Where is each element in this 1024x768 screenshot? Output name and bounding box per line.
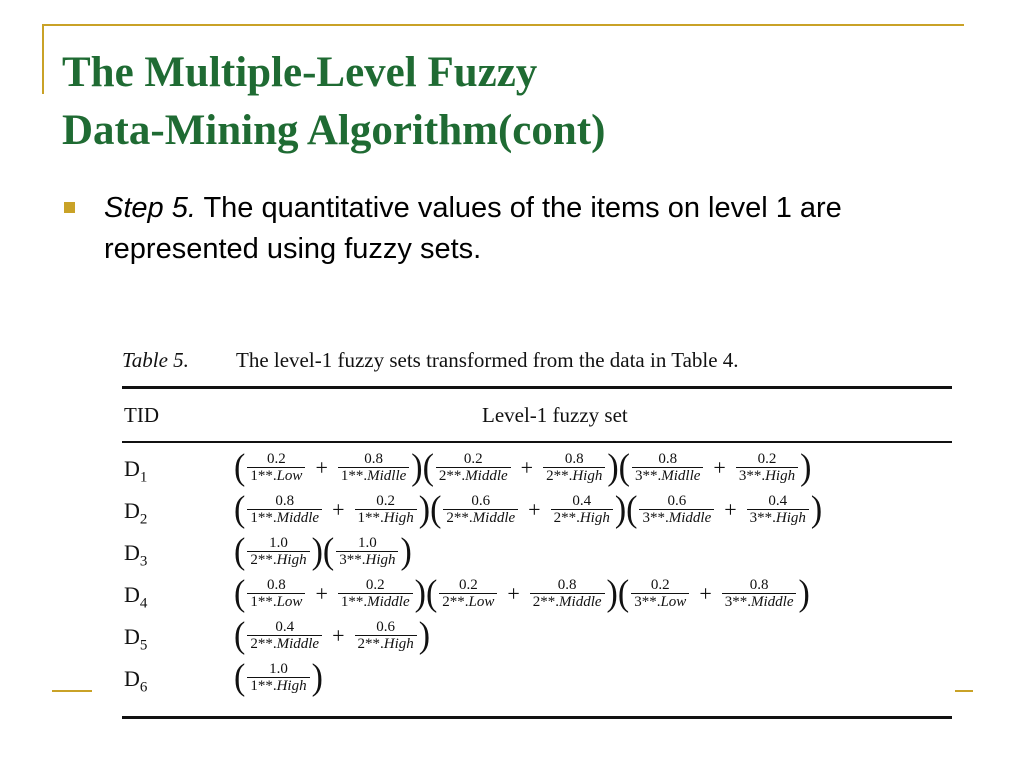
item-term [722,593,797,611]
plus-sign: + [724,497,737,522]
bullet-text [104,188,964,270]
item-code: 1**. [250,594,277,610]
item-term [436,467,511,485]
membership-value: 0.8 [267,577,286,593]
open-paren: ( [234,489,246,530]
table-bottom-rule [122,716,952,719]
membership-value: 0.2 [458,577,478,593]
open-paren: ( [617,573,630,614]
slide-title [62,44,962,160]
linguistic-term: Low [468,594,495,610]
item-term [247,551,309,569]
fuzzy-term [443,493,518,527]
linguistic-term: Midlle [367,468,407,484]
open-paren: ( [234,573,246,614]
fuzzy-term [543,451,605,485]
membership-value: 1.0 [357,535,377,551]
fuzzy-term [631,577,689,611]
linguistic-term: Middle [472,510,516,526]
item-term [439,593,497,611]
open-paren: ( [422,447,434,488]
tid-subscript: 1 [139,469,148,486]
item-code: 2**. [250,636,277,652]
item-code: 2**. [250,552,277,568]
open-paren: ( [234,447,246,488]
table-caption-label: Table 5. [122,348,189,372]
open-paren: ( [234,657,246,698]
close-paren: ) [607,447,619,488]
item-term [632,467,703,485]
fuzzy-set-expression [234,448,811,488]
tid-letter: D [124,498,140,523]
membership-value: 0.4 [275,619,295,635]
title-line-1: The Multiple-Level Fuzzy [62,49,538,96]
fuzzy-term [247,577,305,611]
item-term [543,467,605,485]
close-paren: ) [418,489,431,530]
item-code: 3**. [634,594,661,610]
membership-value: 0.4 [768,493,788,509]
linguistic-term: Middle [559,594,602,610]
fuzzy-term [247,661,309,695]
linguistic-term: Midlle [661,468,701,484]
linguistic-term: Middle [276,510,320,526]
tid-cell [124,666,147,696]
fuzzy-term [247,493,322,527]
item-term [338,467,409,485]
table-caption [122,348,739,373]
item-term [355,635,417,653]
fuzzy-term [747,493,809,527]
item-code: 1**. [340,594,368,610]
fuzzy-term [336,535,398,569]
membership-value: 1.0 [269,661,288,677]
fuzzy-term [247,451,305,485]
fuzzy-term [736,451,798,485]
item-code: 2**. [442,594,469,610]
item-term [247,593,305,611]
close-paren: ) [800,447,812,488]
item-term [338,593,413,611]
membership-value: 0.8 [564,451,584,467]
item-term [736,467,798,485]
item-code: 3**. [749,510,776,526]
tid-subscript: 5 [139,637,148,654]
table-row [122,532,952,572]
bullet-square-icon [64,202,75,213]
membership-value: 0.8 [557,577,577,593]
title-line-2: Data-Mining Algorithm(cont) [62,107,606,154]
fuzzy-term [338,577,413,611]
tid-letter: D [124,666,140,691]
close-paren: ) [614,489,627,530]
tid-cell [124,498,147,528]
table-top-rule [122,386,952,389]
item-term [336,551,398,569]
item-term [530,593,605,611]
fuzzy-term [436,451,511,485]
open-paren: ( [322,531,335,572]
open-paren: ( [234,531,246,572]
header-tid: TID [124,403,159,427]
membership-value: 0.8 [658,451,678,467]
fuzzy-term [355,493,417,527]
membership-value: 0.2 [757,451,777,467]
item-code: 3**. [642,510,669,526]
left-decor-line [42,24,44,94]
plus-sign: + [315,455,328,480]
item-term [247,635,322,653]
item-term [247,677,309,695]
tid-cell [124,540,147,570]
step-label: Step 5. [104,192,196,224]
item-term [747,509,809,527]
close-paren: ) [798,573,810,614]
tid-subscript: 4 [139,595,148,612]
linguistic-term: High [579,510,610,526]
close-paren: ) [414,573,426,614]
item-code: 2**. [532,594,560,610]
tid-subscript: 3 [139,553,148,570]
item-term [551,509,613,527]
membership-value: 0.8 [364,451,383,467]
close-paren: ) [311,657,323,698]
membership-value: 0.6 [667,493,687,509]
fuzzy-term [247,619,322,653]
fuzzy-term [722,577,797,611]
plus-sign: + [507,581,520,606]
membership-value: 0.4 [572,493,592,509]
item-code: 3**. [635,468,662,484]
close-paren: ) [606,573,618,614]
membership-value: 0.2 [376,493,395,509]
table-row [122,448,952,488]
item-code: 3**. [339,552,366,568]
fuzzy-term [247,535,309,569]
open-paren: ( [626,489,638,530]
fuzzy-term [338,451,409,485]
tid-letter: D [124,540,140,565]
open-paren: ( [618,447,630,488]
linguistic-term: Middle [668,510,712,526]
fuzzy-term [551,493,613,527]
open-paren: ( [430,489,442,530]
fuzzy-set-expression [234,658,323,698]
item-term [247,467,305,485]
open-paren: ( [234,615,246,656]
item-term [631,593,689,611]
close-paren: ) [411,447,423,488]
linguistic-term: High [572,468,603,484]
membership-value: 0.2 [463,451,483,467]
plus-sign: + [520,455,534,480]
tid-subscript: 6 [139,679,148,696]
bottom-left-decor-line [52,690,92,692]
linguistic-term: High [765,468,796,484]
linguistic-term: Low [276,468,303,484]
close-paren: ) [311,531,323,572]
fuzzy-set-expression [234,574,810,614]
linguistic-term: Middle [465,468,508,484]
table-row [122,658,952,698]
linguistic-term: Middle [367,594,410,610]
plus-sign: + [699,581,712,606]
close-paren: ) [418,615,431,656]
table-row [122,574,952,614]
linguistic-term: High [365,552,396,568]
item-code: 2**. [546,468,573,484]
linguistic-term: Low [660,594,687,610]
membership-value: 0.6 [376,619,395,635]
fuzzy-term [439,577,497,611]
item-term [443,509,518,527]
close-paren: ) [400,531,412,572]
linguistic-term: Middle [276,636,320,652]
fuzzy-term [530,577,605,611]
fuzzy-set-expression [234,532,412,572]
membership-value: 0.8 [749,577,769,593]
linguistic-term: High [276,552,307,568]
tid-cell [124,582,147,612]
table-caption-text: The level-1 fuzzy sets transformed from the data in Table 4. [236,348,739,372]
linguistic-term: High [383,636,414,652]
linguistic-term: Low [276,594,303,610]
plus-sign: + [332,623,345,648]
plus-sign: + [332,497,345,522]
table-row [122,616,952,656]
item-code: 2**. [438,468,466,484]
table-row [122,490,952,530]
item-code: 1**. [357,510,384,526]
membership-value: 0.2 [267,451,286,467]
header-fuzzy-set: Level-1 fuzzy set [482,403,628,427]
linguistic-term: High [775,510,806,526]
fuzzy-set-expression [234,616,430,656]
step-description: The quantitative values of the items on level 1 are represented using fuzzy sets. [104,192,842,265]
tid-cell [124,456,147,486]
plus-sign: + [713,455,726,480]
fuzzy-term [355,619,417,653]
tid-subscript: 2 [139,511,148,528]
item-code: 1**. [250,678,277,694]
membership-value: 0.6 [471,493,491,509]
item-code: 3**. [724,594,751,610]
item-code: 2**. [357,636,384,652]
close-paren: ) [810,489,823,530]
open-paren: ( [425,573,438,614]
tid-letter: D [124,624,140,649]
item-code: 2**. [446,510,473,526]
membership-value: 0.8 [275,493,295,509]
item-code: 1**. [250,468,277,484]
plus-sign: + [315,581,328,606]
item-code: 3**. [738,468,766,484]
item-term [355,509,417,527]
top-decor-line [42,24,964,26]
linguistic-term: Middle [750,594,794,610]
item-term [639,509,714,527]
linguistic-term: High [383,510,414,526]
tid-cell [124,624,147,654]
membership-value: 0.2 [365,577,385,593]
plus-sign: + [528,497,541,522]
item-code: 2**. [553,510,580,526]
linguistic-term: High [276,678,307,694]
membership-value: 0.2 [650,577,670,593]
item-code: 1**. [340,468,368,484]
item-term [247,509,322,527]
fuzzy-set-expression [234,490,822,530]
fuzzy-term [639,493,714,527]
fuzzy-term [632,451,703,485]
tid-letter: D [124,582,140,607]
tid-letter: D [124,456,140,481]
table-header-rule [122,441,952,443]
bottom-right-decor-line [955,690,973,692]
membership-value: 1.0 [269,535,288,551]
item-code: 1**. [250,510,277,526]
